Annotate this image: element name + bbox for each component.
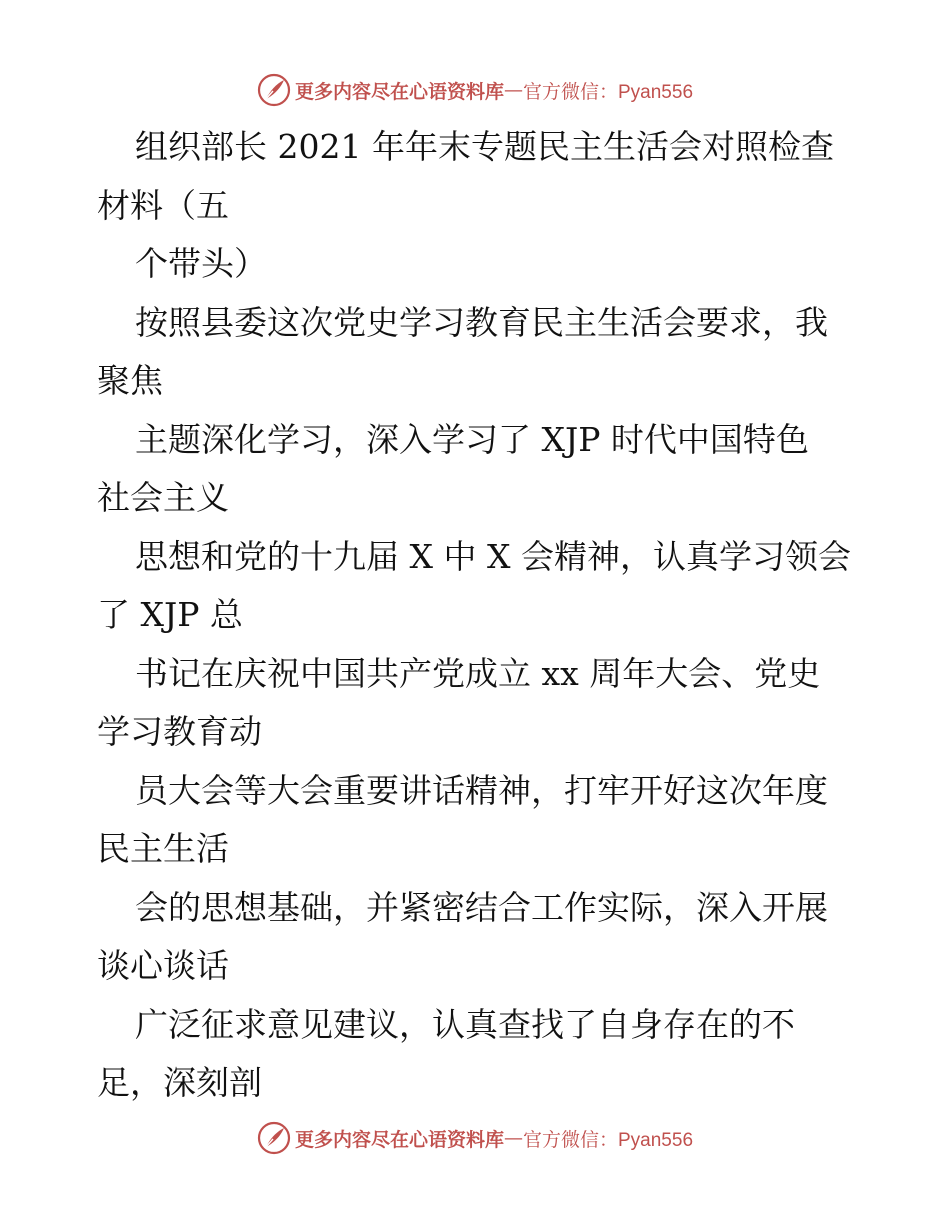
- body-line: 谈心谈话: [97, 946, 229, 985]
- header-contact-text: 官方微信：Pyan556: [523, 81, 694, 103]
- header-site-text: 更多内容尽在心语资料库: [294, 80, 504, 103]
- footer-site-text: 更多内容尽在心语资料库: [294, 1128, 504, 1151]
- body-line: 个带头）: [135, 244, 267, 283]
- body-line: 社会主义: [97, 478, 229, 517]
- body-line: 员大会等大会重要讲话精神，打牢开好这次年度: [135, 770, 828, 810]
- feather-pen-logo-icon: [257, 1121, 291, 1155]
- body-line: 聚焦: [97, 361, 163, 400]
- body-line: 足，深刻剖: [97, 1063, 262, 1102]
- footer-separator: —: [504, 1127, 523, 1149]
- header-separator: —: [504, 79, 523, 101]
- document-body: [97, 118, 867, 1113]
- footer-watermark-banner: [0, 1118, 950, 1158]
- body-line: 广泛征求意见建议，认真查找了自身存在的不: [135, 1004, 795, 1044]
- header-watermark-banner: [0, 70, 950, 110]
- body-line: 学习教育动: [97, 712, 262, 751]
- body-line: 按照县委这次党史学习教育民主生活会要求，我: [135, 302, 828, 342]
- body-line: 会的思想基础，并紧密结合工作实际，深入开展: [135, 887, 828, 927]
- footer-contact-text: 官方微信：Pyan556: [523, 1129, 694, 1151]
- feather-pen-logo-icon: [257, 73, 291, 107]
- body-line: 主题深化学习，深入学习了 XJP 时代中国特色: [135, 419, 809, 459]
- body-line: 了 XJP 总: [97, 595, 243, 634]
- body-line: 书记在庆祝中国共产党成立 xx 周年大会、党史: [135, 653, 821, 693]
- body-line: 组织部长 2021 年年末专题民主生活会对照检查: [135, 127, 834, 166]
- body-line: 民主生活: [97, 829, 229, 868]
- body-line: 思想和党的十九届 X 中 X 会精神，认真学习领会: [135, 536, 851, 576]
- body-line: 材料（五: [97, 185, 229, 225]
